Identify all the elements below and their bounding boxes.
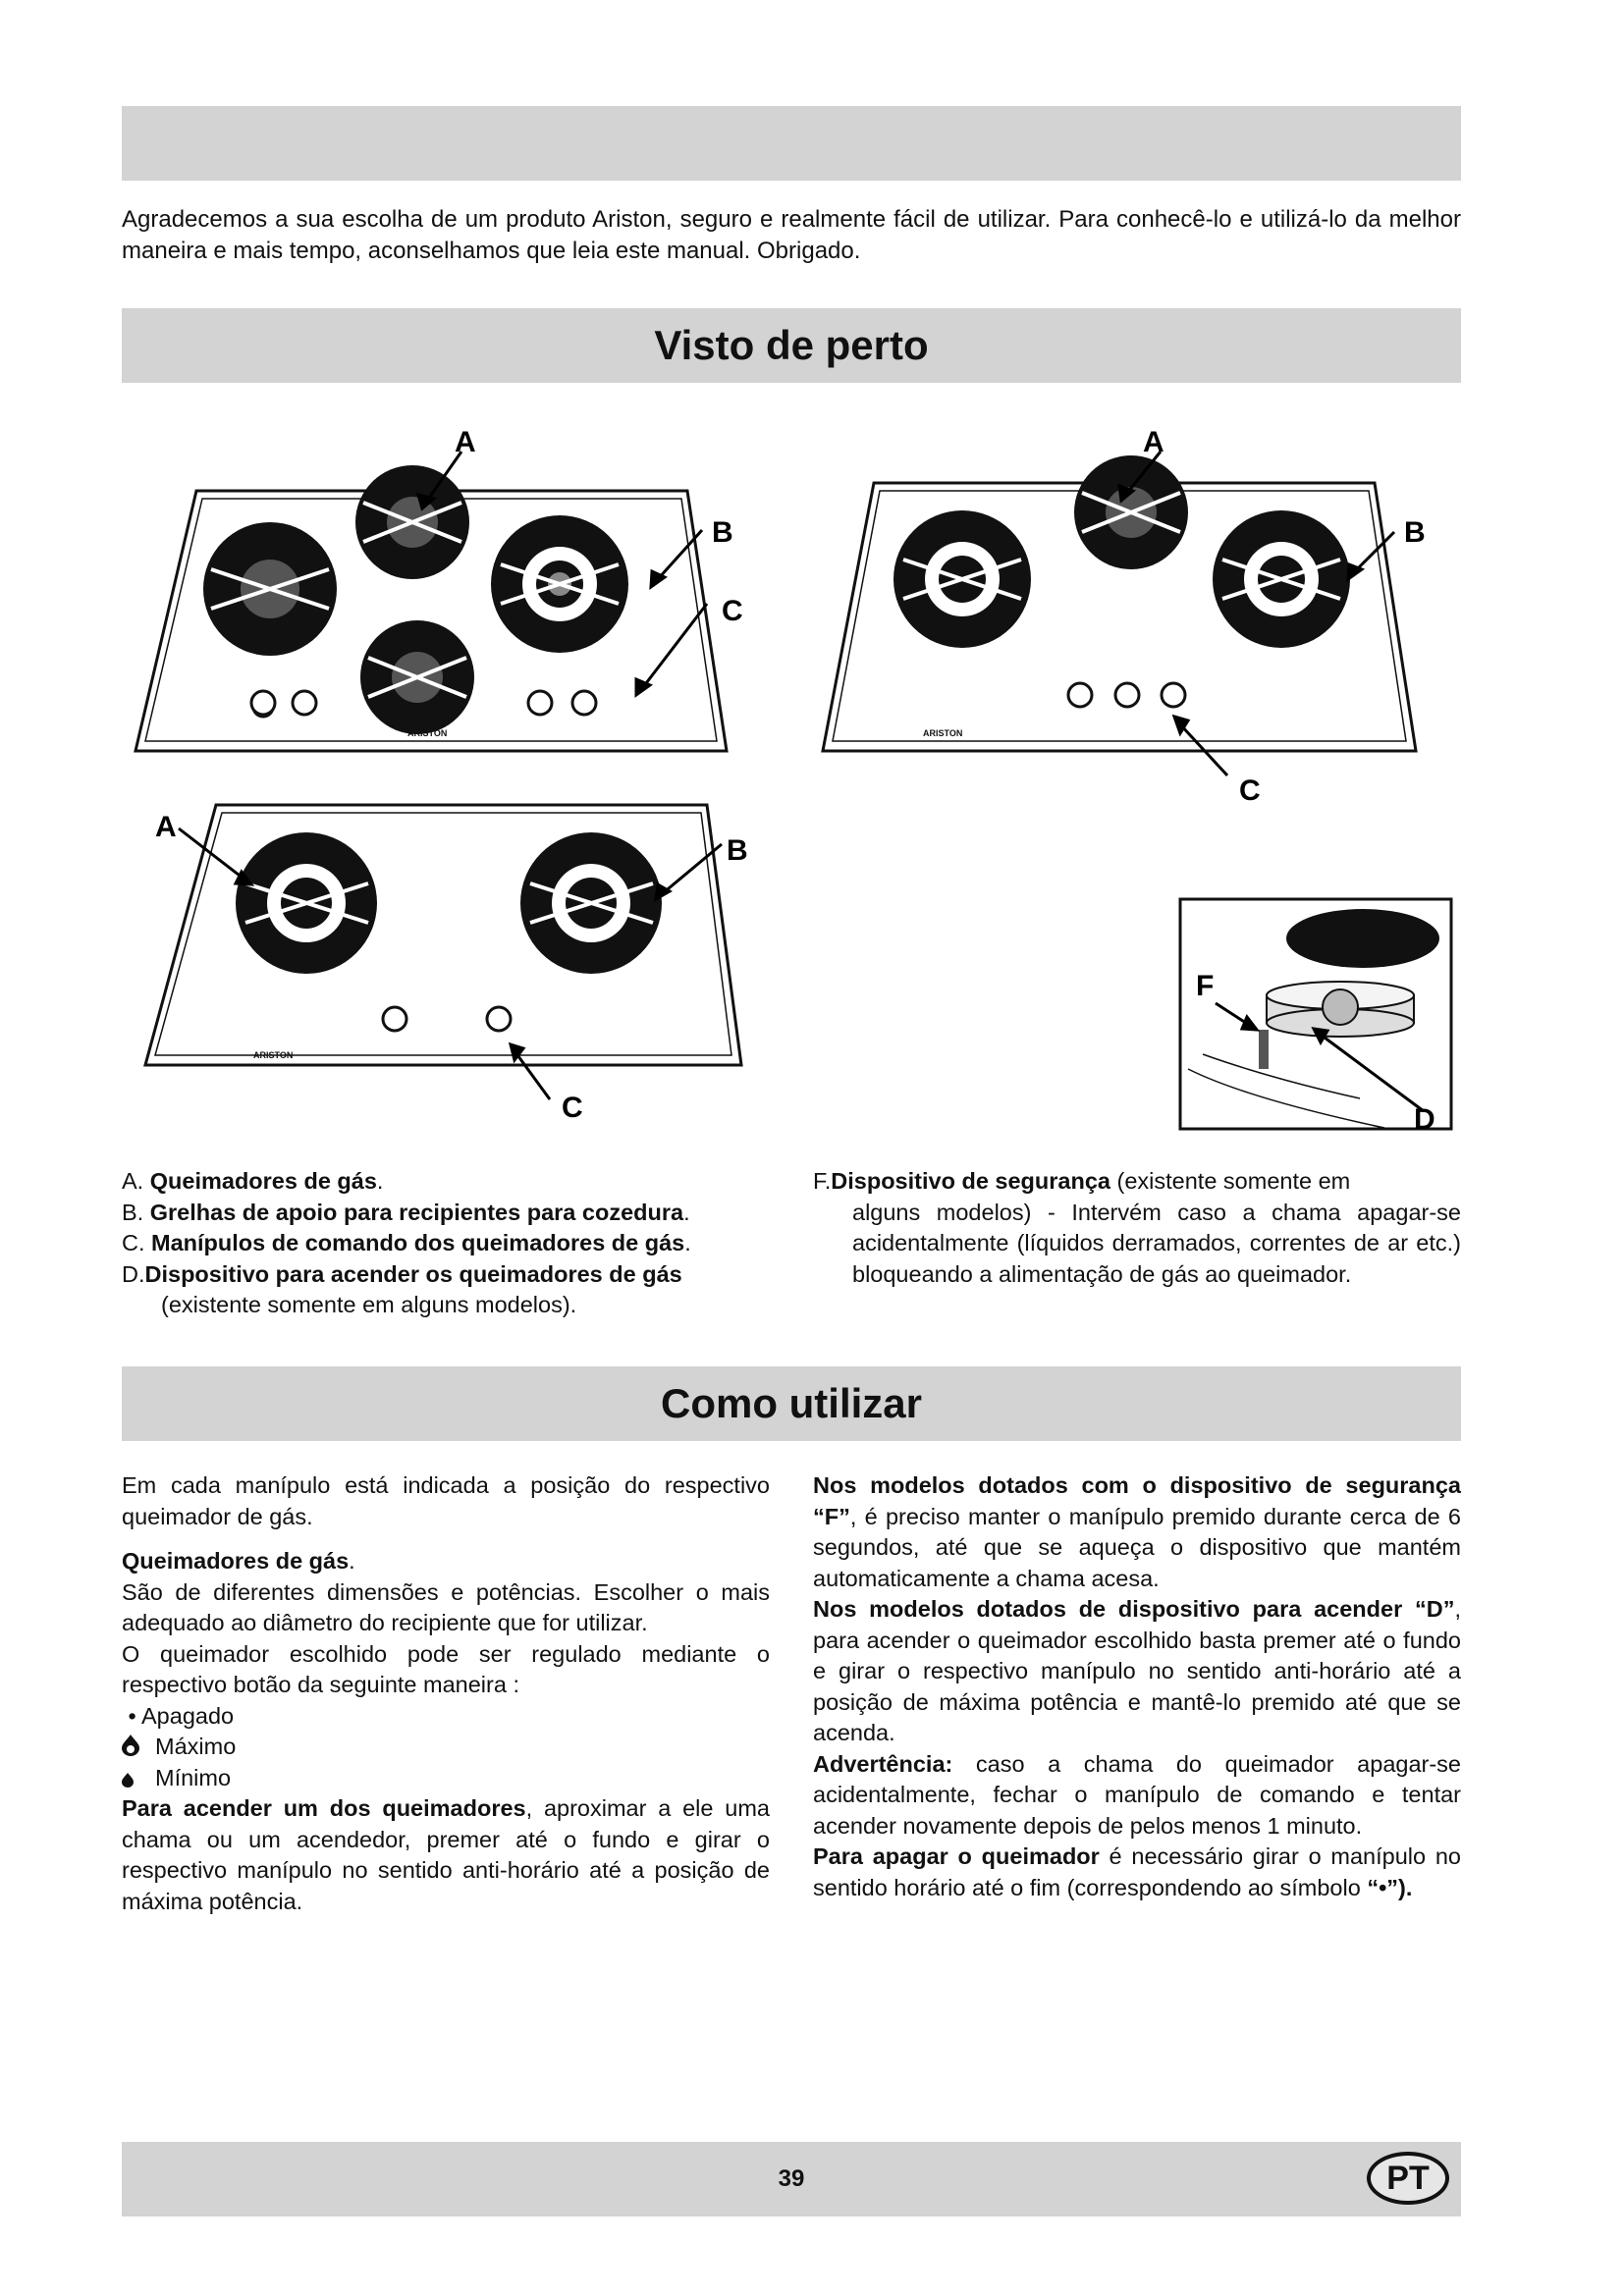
paragraph: Nos modelos dotados com o dispositivo de segurança “F”, é preciso manter o manípulo premido durante cerca de 6 segundos, até que se aqueça o dispositivo que mantém automaticamente a chama acesa. (813, 1472, 1461, 1591)
option-min: Mínimo (122, 1763, 770, 1794)
option-off: • Apagado (122, 1702, 235, 1729)
flame-large-icon (122, 1735, 139, 1756)
legend-right (813, 1166, 1461, 1290)
figure-burner-detail (1178, 897, 1453, 1133)
figure-hob-3-burners (815, 412, 1443, 805)
section-como-utilizar (122, 1366, 1461, 1441)
paragraph: Em cada manípulo está indicada a posição do respectivo queimador de gás. (122, 1472, 770, 1529)
language-badge: PT (1367, 2152, 1449, 2205)
legend-item-b: B. Grelhas de apoio para recipientes para cozedura . (122, 1199, 690, 1225)
legend-left (122, 1166, 760, 1321)
subheading: Queimadores de gás. (122, 1548, 355, 1574)
label-a: A (1143, 426, 1164, 458)
section-title: Como utilizar (660, 1380, 922, 1426)
flame-small-icon (122, 1773, 134, 1788)
label-b: B (712, 516, 733, 549)
column-right (813, 1470, 1461, 1903)
section-title: Visto de perto (654, 322, 929, 368)
page-number: 39 (778, 2165, 805, 2192)
legend-item-f-cont: alguns modelos) - Intervém caso a chama apagar-se acidentalmente (líquidos derramados, correntes de ar etc.) bloqueando a alimentação de gás ao queimador. (852, 1199, 1461, 1287)
figure-hob-4-burners (128, 412, 756, 766)
footer-bar (122, 2142, 1461, 2216)
paragraph: São de diferentes dimensões e potências. Escolher o mais adequado ao diâmetro do recipiente que for utilizar. (122, 1578, 770, 1635)
figure-hob-2-burners (137, 795, 766, 1129)
legend-item-c: C. Manípulos de comando dos queimadores de gás . (122, 1230, 691, 1255)
column-left (122, 1470, 770, 1917)
paragraph: Para acender um dos queimadores, aproximar a ele uma chama ou um acendedor, premer até o fundo e girar o respectivo manípulo no sentido anti-horário até a posição de máxima potência. (122, 1795, 770, 1914)
brand-logo: ARISTON (253, 1050, 294, 1060)
legend-item-d: D. Dispositivo para acender os queimadores de gás (122, 1260, 682, 1287)
legend-item-f: F.Dispositivo de segurança (existente somente em (813, 1168, 1351, 1194)
label-c: C (722, 595, 743, 627)
label-a: A (455, 426, 476, 458)
paragraph: Para apagar o queimador é necessário girar o manípulo no sentido horário até o fim (correspondendo ao símbolo “•”). (813, 1843, 1461, 1900)
legend-item-a: A. Queimadores de gás . (122, 1168, 384, 1194)
label-b: B (1404, 516, 1426, 549)
section-visto-de-perto (122, 308, 1461, 383)
header-bar (122, 106, 1461, 181)
brand-logo: ARISTON (923, 728, 963, 738)
option-max: Máximo (122, 1732, 770, 1763)
intro-text: Agradecemos a sua escolha de um produto Ariston, seguro e realmente fácil de utilizar. Para conhecê-lo e utilizá-lo da melhor maneira e mais tempo, aconselhamos que leia este manual. Obrigado. (122, 206, 1461, 264)
brand-logo: ARISTON (407, 728, 448, 738)
label-f: F (1196, 970, 1215, 1002)
label-b: B (727, 834, 748, 867)
label-c: C (1239, 774, 1261, 805)
label-c: C (562, 1092, 583, 1124)
paragraph: Nos modelos dotados de dispositivo para acender “D”, para acender o queimador escolhido basta premer até o fundo e girar o respectivo manípulo no sentido anti-horário até a posição de máxima potência e mantê-lo premido até que se acenda. (813, 1596, 1461, 1745)
paragraph: Advertência: caso a chama do queimador apagar-se acidentalmente, fechar o manípulo de comando e tentar acender novamente depois de pelos menos 1 minuto. (813, 1750, 1461, 1839)
label-a: A (155, 811, 177, 843)
legend-item-d-note: (existente somente em alguns modelos). (161, 1292, 577, 1317)
label-d: D (1414, 1103, 1435, 1133)
paragraph: O queimador escolhido pode ser regulado mediante o respectivo botão da seguinte maneira : (122, 1640, 770, 1697)
